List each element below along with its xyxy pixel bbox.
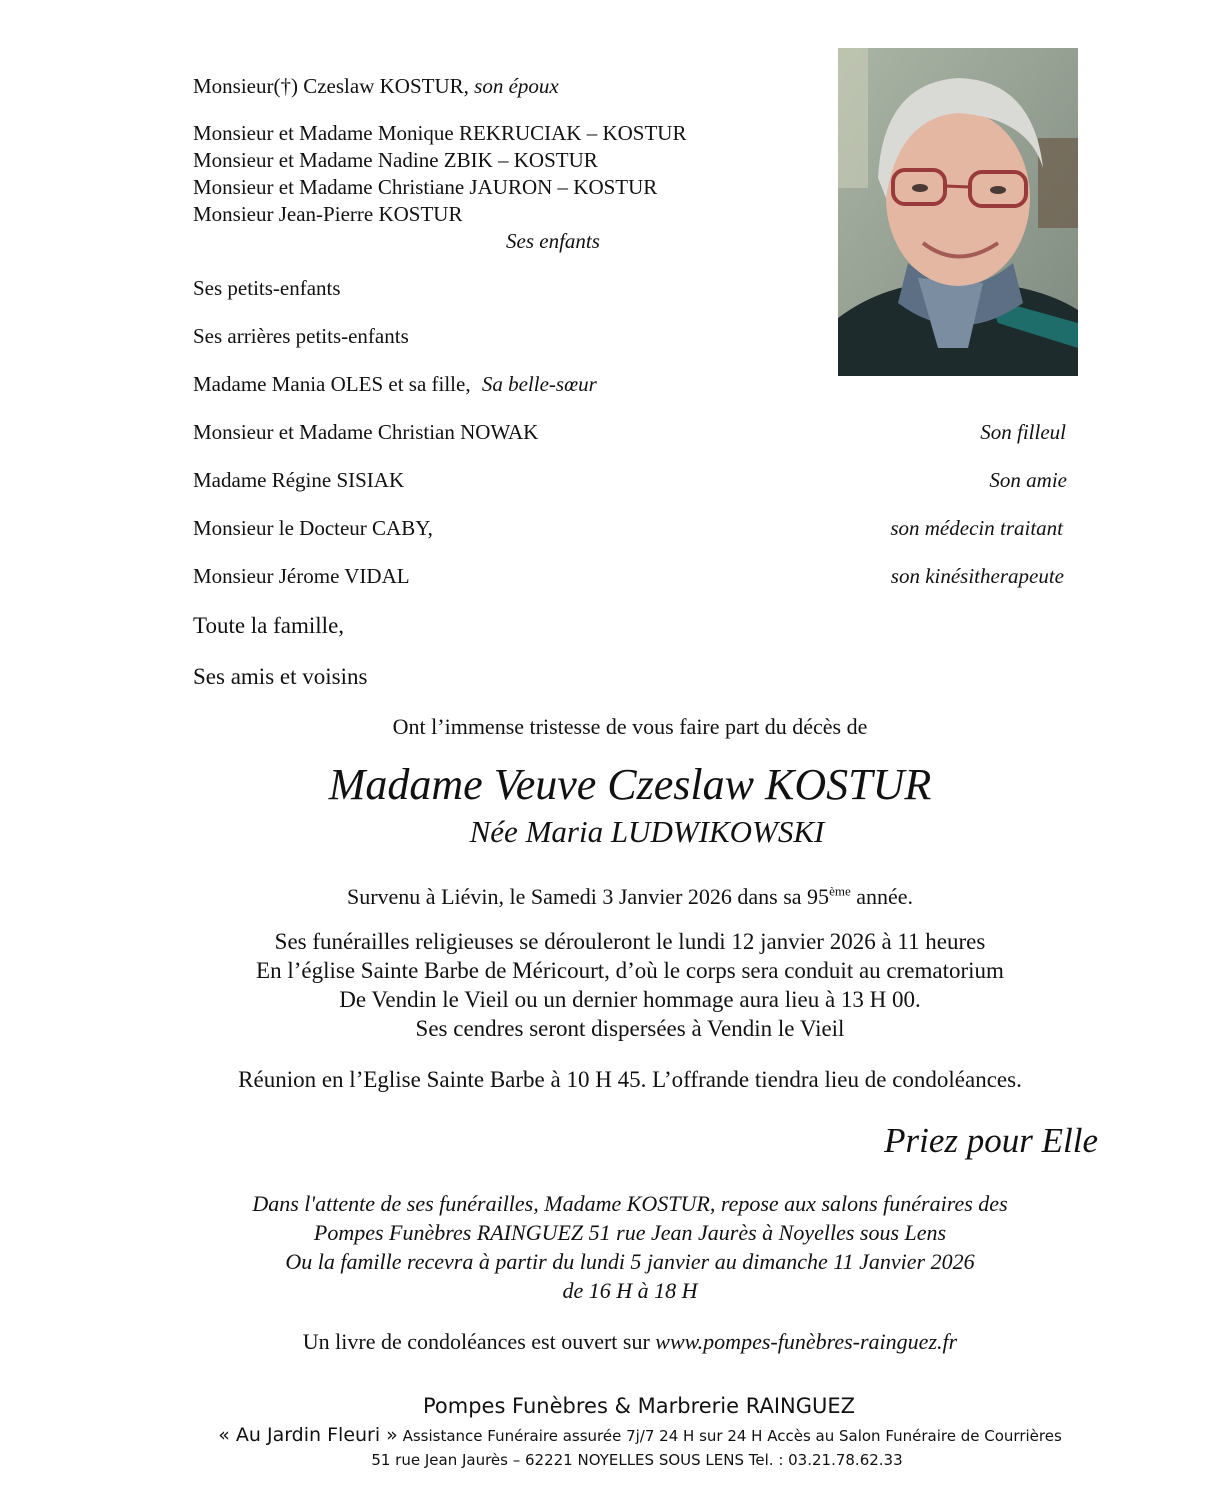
portrait-photo	[838, 48, 1078, 376]
maiden-name: Née Maria LUDWIKOWSKI	[469, 814, 825, 849]
sister-in-law-role: Sa belle-sœur	[481, 372, 597, 396]
relation-name: Monsieur le Docteur CABY,	[193, 516, 433, 540]
husband-line	[193, 73, 559, 100]
child-line: Monsieur et Madame Nadine ZBIK – KOSTUR	[193, 148, 598, 172]
waiting-line: Pompes Funèbres RAINGUEZ 51 rue Jean Jaurès à Noyelles sous Lens	[313, 1220, 947, 1245]
great-grandchildren-line: Ses arrières petits-enfants	[193, 324, 409, 348]
child-line: Monsieur Jean-Pierre KOSTUR	[193, 202, 463, 226]
meeting-line: Réunion en l’Eglise Sainte Barbe à 10 H 45. L’offrande tiendra lieu de condoléances.	[238, 1067, 1022, 1092]
death-suffix: année.	[850, 884, 914, 909]
relation-role: Son filleul	[980, 420, 1066, 444]
relation-name: Monsieur Jérome VIDAL	[193, 564, 410, 588]
friends-line: Ses amis et voisins	[193, 664, 368, 689]
footer-services-line	[33, 1424, 1214, 1447]
funeral-line: En l’église Sainte Barbe de Méricourt, d’où le corps sera conduit au crematorium	[256, 958, 1004, 983]
condolence-line	[23, 1327, 1214, 1356]
waiting-line: Dans l'attente de ses funérailles, Madame KOSTUR, repose aux salons funéraires des	[252, 1191, 1008, 1216]
sister-in-law-name: Madame Mania OLES et sa fille,	[193, 372, 471, 396]
sister-in-law-line	[193, 371, 597, 398]
waiting-line: de 16 H à 18 H	[562, 1278, 698, 1303]
children-label: Ses enfants	[506, 229, 600, 253]
death-ordinal: ème	[829, 883, 851, 899]
relation-name: Monsieur et Madame Christian NOWAK	[193, 420, 539, 444]
whole-family-line: Toute la famille,	[193, 613, 345, 638]
deceased-name: Madame Veuve Czeslaw KOSTUR	[328, 760, 932, 809]
prayer-line: Priez pour Elle	[884, 1121, 1098, 1160]
funeral-line: Ses cendres seront dispersées à Vendin le Vieil	[415, 1016, 845, 1041]
child-line: Monsieur et Madame Christiane JAURON – KOSTUR	[193, 175, 658, 199]
husband-role: son époux	[474, 74, 559, 98]
footer-company: Pompes Funèbres & Marbrerie RAINGUEZ	[422, 1394, 856, 1418]
announcement-intro: Ont l’immense tristesse de vous faire part du décès de	[392, 714, 868, 739]
footer-garden: « Au Jardin Fleuri »	[218, 1424, 398, 1446]
condolence-url[interactable]: www.pompes-funèbres-rainguez.fr	[655, 1329, 958, 1354]
footer-services: Assistance Funéraire assurée 7j/7 24 H sur 24 H Accès au Salon Funéraire de Courrières	[402, 1427, 1062, 1445]
death-text: Survenu à Liévin, le Samedi 3 Janvier 2026 dans sa 95	[346, 884, 830, 909]
footer-address: 51 rue Jean Jaurès – 62221 NOYELLES SOUS LENS Tel. : 03.21.78.62.33	[371, 1451, 903, 1469]
relation-name: Madame Régine SISIAK	[193, 468, 405, 492]
relation-role: son médecin traitant	[890, 516, 1063, 540]
relation-role: son kinésitherapeute	[890, 564, 1064, 588]
funeral-line: Ses funérailles religieuses se dérouleront le lundi 12 janvier 2026 à 11 heures	[274, 929, 986, 954]
death-notice	[23, 882, 1214, 911]
condolence-text: Un livre de condoléances est ouvert sur	[302, 1329, 656, 1354]
child-line: Monsieur et Madame Monique REKRUCIAK – KOSTUR	[193, 121, 687, 145]
waiting-line: Ou la famille recevra à partir du lundi 5 janvier au dimanche 11 Janvier 2026	[285, 1249, 975, 1274]
relation-role: Son amie	[989, 468, 1067, 492]
husband-name: Monsieur(†) Czeslaw KOSTUR,	[193, 74, 469, 98]
grandchildren-line: Ses petits-enfants	[193, 276, 341, 300]
portrait-illustration	[838, 48, 1078, 376]
funeral-line: De Vendin le Vieil ou un dernier hommage aura lieu à 13 H 00.	[339, 987, 921, 1012]
